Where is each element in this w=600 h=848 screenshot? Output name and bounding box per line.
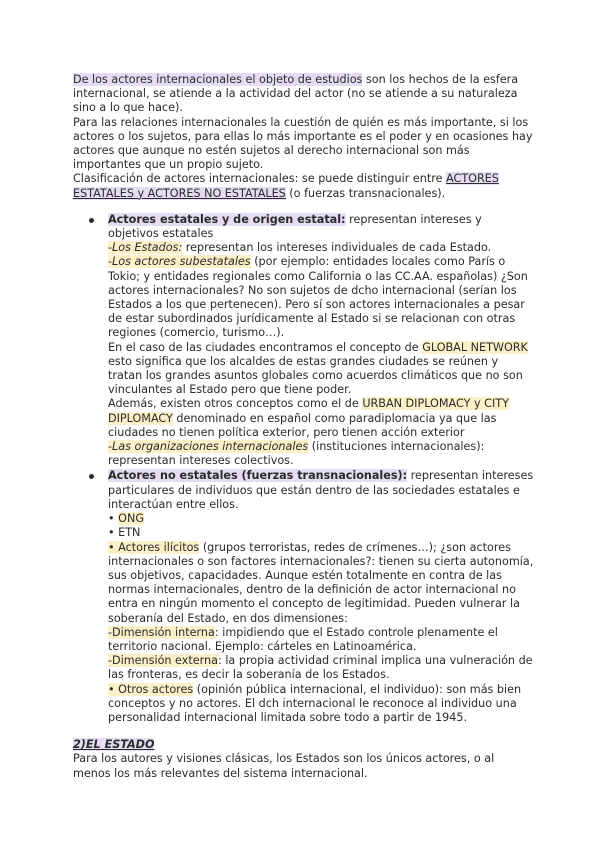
section-2-title: 2)EL ESTADO <box>73 738 155 752</box>
list-item-estatales <box>73 213 535 469</box>
otros-actores-paragraph <box>108 683 535 726</box>
dimension-interna-paragraph <box>108 626 535 654</box>
subestatales-label: -Los actores subestatales <box>108 255 251 269</box>
urban-diplomacy-prefix: Además, existen otros conceptos como el de <box>108 397 363 411</box>
classification-text: Clasificación de actores internacionales: se puede distinguir entre <box>73 172 447 186</box>
urban-diplomacy-paragraph <box>108 397 535 440</box>
ong-line <box>108 512 535 526</box>
ilicitos-highlight: • Actores ilícitos <box>108 540 200 554</box>
global-network-highlight: GLOBAL NETWORK <box>422 340 528 354</box>
no-estatales-heading-line <box>108 469 535 512</box>
ong-highlight: ONG <box>118 512 145 526</box>
dimension-externa-paragraph <box>108 654 535 682</box>
no-estatales-description: representan intereses particulares de individuos que están dentro de las sociedades estatales e interactúan entre ellos. <box>108 469 534 511</box>
list-item-no-estatales <box>73 469 535 725</box>
ong-bullet: • <box>108 512 119 526</box>
global-network-paragraph <box>108 341 535 398</box>
global-network-prefix: En el caso de las ciudades encontramos el concepto de <box>108 340 423 354</box>
estatales-heading: Actores estatales y de origen estatal: <box>108 212 346 226</box>
classification-suffix: (o fuerzas transnacionales). <box>285 186 446 200</box>
etn-line: • ETN <box>108 526 141 540</box>
organizaciones-text: (instituciones internacionales): representan intereses colectivos. <box>108 440 485 468</box>
highlight-objeto-estudio: De los actores internacionales el objeto de estudios <box>73 73 363 86</box>
organizaciones-label: -Las organizaciones internacionales <box>108 440 309 454</box>
dimension-interna-text: : impidiendo que el Estado controle plenamente el territorio nacional. Ejemplo: cárteles en Latinoamérica. <box>108 625 498 653</box>
otros-actores-text: (opinión pública internacional, el individuo): son más bien conceptos y no actores. El dch internacional le reconoce al individuo una personalidad internacional limitada sobre todo a partir de 1945. <box>108 682 522 724</box>
no-estatales-heading: Actores no estatales (fuerzas transnacionales): <box>108 469 408 483</box>
ilicitos-text: (grupos terroristas, redes de crímenes…); ¿son actores internacionales o son factores internacionales?: tienen su cierta autonomía, sus objetivos, capacidades. Aunque estén totalmente en contra de las normas internacionales, dentro de la definición de actor internacional no entra en ningún momento el concepto de legitimidad. Pueden vulnerar la soberanía del Estado, en dos dimensiones: <box>108 540 534 625</box>
estados-label: -Los Estados: <box>108 241 183 255</box>
intro-paragraph-1 <box>73 73 535 116</box>
dimension-externa-text: : la propia actividad criminal implica una vulneración de las fronteras, es decir la soberanía de los Estados. <box>108 654 533 682</box>
subestatales-paragraph <box>108 255 535 340</box>
otros-actores-highlight: • Otros actores <box>108 682 194 696</box>
bullet-dot-icon <box>89 218 94 223</box>
estados-line <box>108 241 535 255</box>
section-2-text: Para los autores y visiones clásicas, los Estados son los únicos actores, o al menos los más relevantes del sistema internacional. <box>73 752 495 780</box>
intro-text-1: son los hechos de la esfera internacional, se atiende a la actividad del actor (no se atiende a su naturaleza sino a lo que hace). <box>73 73 519 115</box>
section-2-title-line <box>73 738 535 752</box>
document-body <box>73 73 535 781</box>
intro-paragraph-3 <box>73 172 535 200</box>
dimension-externa-highlight: -Dimensión externa <box>108 654 218 668</box>
urban-diplomacy-text: denominado en español como paradiplomacia ya que las ciudades no tienen política exterior, pero tienen acción exterior <box>108 411 497 439</box>
organizaciones-paragraph <box>108 440 535 468</box>
actor-list <box>73 213 535 725</box>
urban-diplomacy-highlight: URBAN DIPLOMACY y CITY DIPLOMACY <box>108 397 509 425</box>
dimension-interna-highlight: -Dimensión interna <box>108 625 215 639</box>
intro-paragraph-2: Para las relaciones internacionales la cuestión de quién es más importante, si los actores o los sujetos, para ellas lo más importante es el poder y en ocasiones hay actores que aunque no estén sujetos al derecho internacional son más importantes que un propio sujeto. <box>73 115 533 172</box>
estatales-description: representan intereses y objetivos estatales <box>108 212 482 241</box>
subestatales-text: (por ejemplo: entidades locales como París o Tokio; y entidades regionales como California o las CC.AA. españolas) ¿Son actores internacionales? No son sujetos de dcho internacional (serían los Estados a los que pertenecen). Pero sí son actores internacionales a pesar de estar subordinados jurídicamente al Estado si se relacionan con otras regiones (comercio, turismo…). <box>108 255 528 340</box>
estatales-heading-line <box>108 213 535 241</box>
classification-underlined: ACTORES ESTATALES y ACTORES NO ESTATALES <box>73 172 499 200</box>
global-network-text: esto significa que los alcaldes de estas grandes ciudades se reúnen y tratan los grandes asuntos globales como acuerdos climáticos que no son vinculantes al Estado pero que tiene poder. <box>108 354 523 397</box>
estados-text: representan los intereses individuales de cada Estado. <box>182 241 492 255</box>
ilicitos-paragraph <box>108 541 535 626</box>
bullet-dot-icon <box>89 474 94 479</box>
